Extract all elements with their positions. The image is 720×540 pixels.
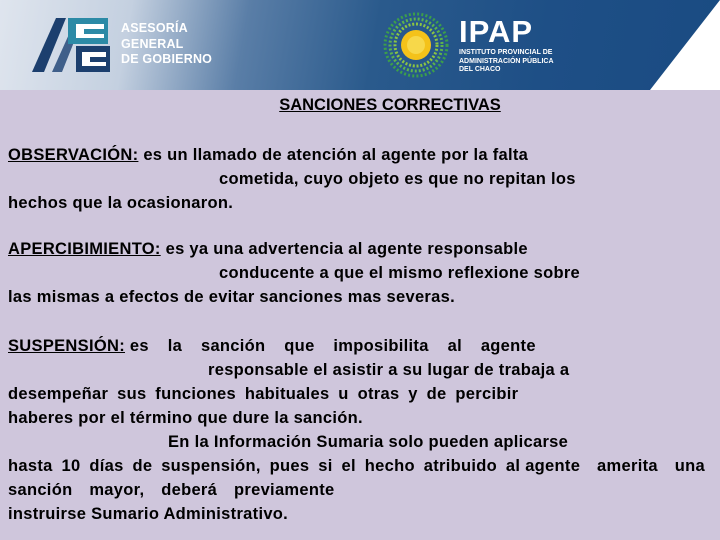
asesoria-line: ASESORÍA — [121, 21, 188, 35]
header-corner — [650, 0, 720, 90]
asesoria-line: DE GOBIERNO — [121, 52, 213, 66]
ipap-sun-logo-icon — [383, 12, 449, 78]
asesoria-logo-text — [121, 21, 212, 68]
ipap-sub-line: DEL CHACO — [459, 66, 501, 73]
suspension-line: es la sanción que imposibilita al agente — [129, 337, 536, 355]
header-banner — [0, 0, 720, 90]
term-apercibimiento: APERCIBIMIENTO: — [8, 240, 161, 258]
observacion-line: es un llamado de atención al agente por la falta — [143, 146, 529, 164]
observacion-line: hechos que la ocasionaron. — [8, 194, 234, 212]
apercibimiento-line: las mismas a efectos de evitar sanciones mas severas. — [8, 288, 455, 306]
term-suspension: SUSPENSIÓN: — [8, 337, 125, 355]
slide-title: SANCIONES CORRECTIVAS — [279, 96, 501, 114]
apercibimiento-line: conducente a que el mismo reflexione sobre — [219, 264, 581, 282]
asesoria-line: GENERAL — [121, 36, 184, 51]
suspension-line: agente amerita una sanción mayor, deberá previamente — [8, 457, 705, 499]
paragraph-apercibimiento — [8, 237, 705, 309]
term-observacion: OBSERVACIÓN: — [8, 146, 139, 164]
ipap-sub-line: INSTITUTO PROVINCIAL DE — [459, 49, 553, 56]
slide-content — [0, 90, 720, 540]
suspension-line: haberes por el término que dure la sanción. — [8, 409, 363, 427]
suspension-line: En la Información Sumaria solo pueden aplicarse — [168, 433, 569, 451]
suspension-line: responsable el asistir a su lugar de trabaja a — [208, 361, 570, 379]
ipap-title: IPAP — [459, 14, 534, 49]
suspension-line: instruirse Sumario Administrativo. — [8, 505, 289, 523]
paragraph-observacion — [8, 143, 705, 215]
suspension-line: hasta 10 días de suspensión, pues si el hecho atribuido al — [8, 457, 521, 475]
paragraph-suspension — [8, 334, 705, 526]
ipap-subtitle — [459, 49, 554, 75]
asesoria-logo-icon — [30, 12, 112, 76]
apercibimiento-line: es ya una advertencia al agente responsable — [165, 240, 528, 258]
ipap-sub-line: ADMINISTRACIÓN PÚBLICA — [459, 57, 554, 65]
observacion-line: cometida, cuyo objeto es que no repitan los — [219, 170, 576, 188]
suspension-line: desempeñar sus funciones habituales u otras y de percibir — [8, 385, 519, 403]
